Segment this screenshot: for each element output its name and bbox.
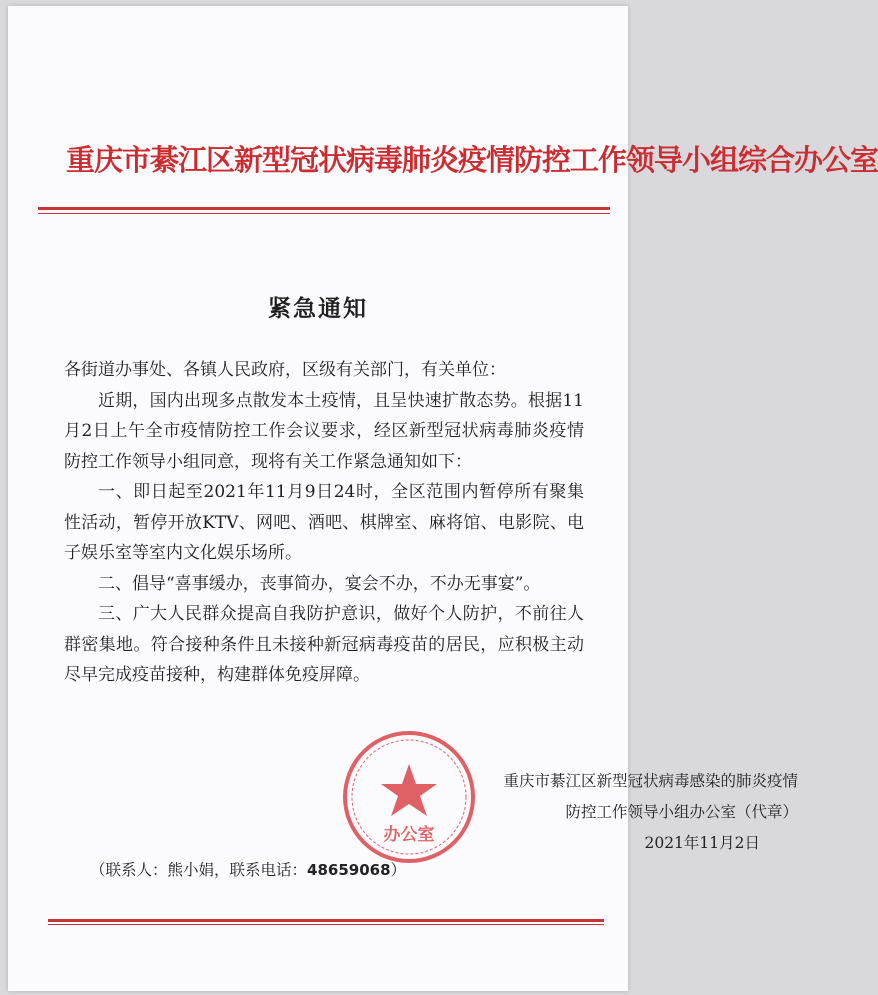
notice-body [64, 355, 584, 691]
contact-line [90, 858, 406, 880]
header-red-rule [38, 207, 610, 210]
paragraph-item-1: 一、即日起至2021年11月9日24时，全区范围内暂停所有聚集性活动，暂停开放KTV、网吧、酒吧、棋牌室、麻将馆、电影院、电子娱乐室等室内文化娱乐场所。 [64, 482, 584, 563]
contact-suffix: ） [390, 861, 407, 879]
signature-line-1: 重庆市綦江区新型冠状病毒感染的肺炎疫情 [503, 772, 798, 790]
issuing-office-header: 重庆市綦江区新型冠状病毒肺炎疫情防控工作领导小组综合办公室 [66, 143, 878, 177]
seal-center-text: 办公室 [383, 825, 435, 845]
signature-date: 2021年11月2日 [644, 834, 760, 852]
contact-prefix: （联系人：熊小娟，联系电话： [90, 861, 308, 879]
contact-phone: 48659068 [307, 861, 391, 879]
salutation: 各街道办事处、各镇人民政府，区级有关部门，有关单位： [64, 360, 506, 380]
paragraph-item-2: 二、倡导“喜事缓办，丧事简办，宴会不办，不办无事宴”。 [98, 573, 541, 594]
footer-red-rule [48, 919, 604, 922]
paragraph-intro: 近期，国内出现多点散发本土疫情，且呈快速扩散态势。根据11月2日上午全市疫情防控工作会议要求，经区新型冠状病毒肺炎疫情防控工作领导小组同意，现将有关工作紧急通知如下： [64, 390, 584, 472]
notice-title: 紧急通知 [268, 295, 368, 322]
paragraph-item-3: 三、广大人民群众提高自我防护意识，做好个人防护，不前往人群密集地。符合接种条件且未接种新冠病毒疫苗的居民，应积极主动尽早完成疫苗接种，构建群体免疫屏障。 [64, 604, 584, 685]
signature-block [503, 766, 798, 859]
header-red-rule-thin [38, 213, 610, 214]
footer-red-rule-thin [48, 924, 604, 925]
signature-line-2: 防控工作领导小组办公室（代章） [565, 803, 798, 821]
